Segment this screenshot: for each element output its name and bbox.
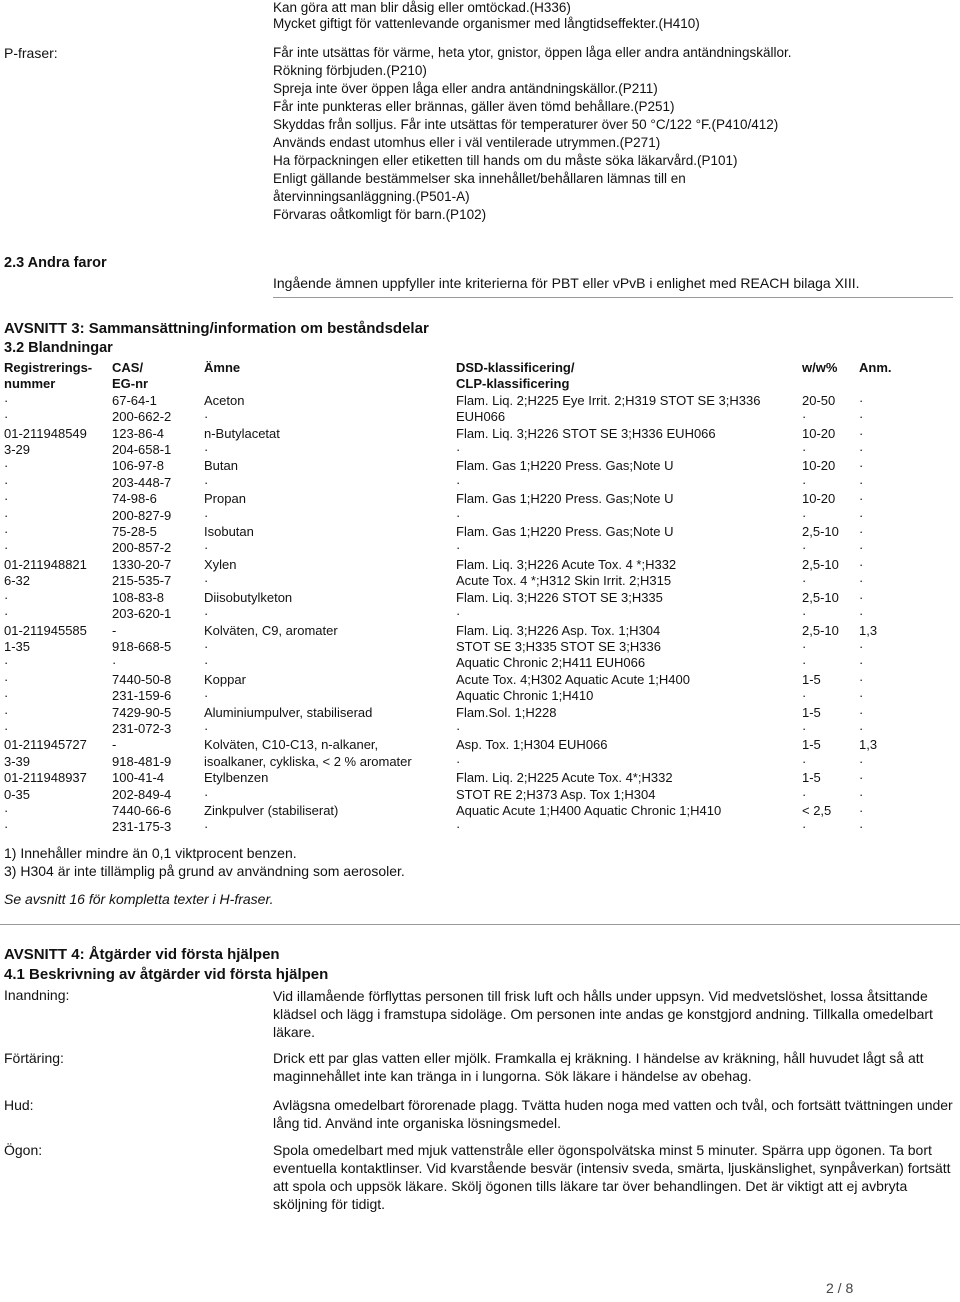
classification-cell: Aquatic Acute 1;H400 Aquatic Chronic 1;H410	[456, 802, 722, 818]
note-cell: 1,3	[859, 622, 878, 638]
cas-cell: ·	[112, 655, 117, 671]
note-cell: ·	[859, 655, 864, 671]
section-2-3-text: Ingående ämnen uppfyller inte kriterierna för PBT eller vPvB i enlighet med REACH bilaga XIII.	[273, 275, 860, 291]
ww-cell: ·	[802, 753, 807, 769]
cas-cell: 7440-50-8	[112, 671, 172, 687]
note-cell: ·	[859, 786, 864, 802]
cas-cell: -	[112, 737, 117, 753]
table-row	[4, 606, 899, 622]
note-cell: ·	[859, 491, 864, 507]
substance-cell: ·	[204, 638, 209, 654]
table-row	[4, 787, 899, 803]
note-cell: ·	[859, 524, 864, 540]
cas-cell: 7440-66-6	[112, 802, 172, 818]
registration-cell: 3-39	[4, 753, 31, 769]
classification-cell: Aquatic Chronic 2;H411 EUH066	[456, 655, 646, 671]
ww-cell: ·	[802, 507, 807, 523]
pfraser-line: Används endast utomhus eller i väl ventilerade utrymmen.(P271)	[273, 135, 661, 150]
cas-cell: 918-481-9	[112, 753, 172, 769]
ww-cell: 2,5-10	[802, 556, 839, 572]
ww-cell: ·	[802, 819, 807, 835]
table-row	[4, 672, 899, 688]
header-cas: CAS/ EG-nr	[112, 360, 149, 392]
registration-cell: 6-32	[4, 573, 31, 589]
substance-cell: Butan	[204, 458, 238, 474]
header-substance: Ämne	[204, 360, 241, 375]
table-row	[4, 393, 899, 409]
table-row	[4, 590, 899, 606]
table-row	[4, 721, 899, 737]
first-aid-text: Spola omedelbart med mjuk vattenstråle eller ögonspolvätska minst 5 minuter. Spärra upp ögonen. Ta bort eventuella kontaktlinser. Vid kvarstående besvär (intensiv sveda, smärta, ljuskänslighet, synpåverkan) fortsätt att spola och uppsök läkare. Skölj ögonen tills läkare tar över behandlingen. Det är viktigt att ej avbryta sköljning för tidigt.	[273, 1142, 951, 1212]
section-4-1-heading: 4.1 Beskrivning av åtgärder vid första hjälpen	[4, 966, 329, 983]
cas-cell: -	[112, 622, 117, 638]
cas-cell: 231-159-6	[112, 688, 172, 704]
header-registration: Registrerings- nummer	[4, 360, 93, 392]
section-4-heading: AVSNITT 4: Åtgärder vid första hjälpen	[4, 946, 280, 963]
classification-cell: ·	[456, 540, 461, 556]
header-ww: w/w%	[802, 360, 838, 375]
note-cell: ·	[859, 704, 864, 720]
first-aid-text: Drick ett par glas vatten eller mjölk. Framkalla ej kräkning. I händelse av kräkning, håll huvudet lågt så att maginnehållet inte kan tränga in i lungorna. Sök läkare i händelse av obehag.	[273, 1050, 924, 1084]
substance-cell: Etylbenzen	[204, 770, 269, 786]
classification-cell: Flam. Gas 1;H220 Press. Gas;Note U	[456, 458, 674, 474]
cas-cell: 231-175-3	[112, 819, 172, 835]
table-row	[4, 688, 899, 704]
ww-cell: ·	[802, 573, 807, 589]
substance-cell: Propan	[204, 491, 246, 507]
note-cell: ·	[859, 392, 864, 408]
classification-cell: Asp. Tox. 1;H304 EUH066	[456, 737, 608, 753]
classification-cell: ·	[456, 442, 461, 458]
substance-cell: Aceton	[204, 392, 245, 408]
note-cell: ·	[859, 819, 864, 835]
registration-cell: ·	[4, 688, 9, 704]
ww-cell: 2,5-10	[802, 589, 839, 605]
table-row	[4, 623, 899, 639]
table-header-row	[4, 360, 899, 393]
note-cell: ·	[859, 606, 864, 622]
first-aid-text: Avlägsna omedelbart förorenade plagg. Tvätta huden noga med vatten och tvål, och fortsätt tvättningen under lång tid. Använd inte organiska lösningsmedel.	[273, 1097, 953, 1131]
substance-cell: ·	[204, 507, 209, 523]
registration-cell: ·	[4, 392, 9, 408]
table-row	[4, 754, 899, 770]
registration-cell: ·	[4, 589, 9, 605]
table-row	[4, 737, 899, 753]
classification-cell: Aquatic Chronic 1;H410	[456, 688, 594, 704]
substance-cell: ·	[204, 786, 209, 802]
registration-cell: 01-211948549	[4, 425, 87, 441]
classification-cell: Flam. Liq. 3;H226 STOT SE 3;H336 EUH066	[456, 425, 716, 441]
substance-cell: ·	[204, 720, 209, 736]
substance-cell: ·	[204, 540, 209, 556]
note-cell: ·	[859, 442, 864, 458]
registration-cell: 01-211948937	[4, 770, 87, 786]
ww-cell: ·	[802, 786, 807, 802]
classification-cell: Flam. Liq. 2;H225 Acute Tox. 4*;H332	[456, 770, 673, 786]
substance-cell: ·	[204, 442, 209, 458]
first-aid-label: Hud:	[4, 1097, 34, 1113]
table-row	[4, 524, 899, 540]
ww-cell: 1-5	[802, 737, 821, 753]
table-row	[4, 540, 899, 556]
substance-cell: Koppar	[204, 671, 246, 687]
hazard-line-h410: Mycket giftigt för vattenlevande organismer med långtidseffekter.(H410)	[273, 16, 700, 31]
classification-cell: ·	[456, 507, 461, 523]
substance-cell: ·	[204, 606, 209, 622]
header-classification: DSD-klassificering/ CLP-klassificering	[456, 360, 575, 392]
registration-cell: ·	[4, 655, 9, 671]
cas-cell: 202-849-4	[112, 786, 172, 802]
cas-cell: 106-97-8	[112, 458, 165, 474]
cas-cell: 918-668-5	[112, 638, 172, 654]
cas-cell: 203-448-7	[112, 474, 172, 490]
pfraser-line: Spreja inte över öppen låga eller andra antändningskällor.(P211)	[273, 81, 658, 96]
ww-cell: ·	[802, 638, 807, 654]
registration-cell: ·	[4, 409, 9, 425]
ww-cell: 2,5-10	[802, 524, 839, 540]
table-row	[4, 508, 899, 524]
substance-cell: n-Butylacetat	[204, 425, 280, 441]
header-note: Anm.	[859, 360, 892, 375]
table-row	[4, 770, 899, 786]
classification-cell: STOT RE 2;H373 Asp. Tox 1;H304	[456, 786, 656, 802]
hazard-line-h336: Kan göra att man blir dåsig eller omtöckad.(H336)	[273, 0, 571, 15]
divider	[0, 924, 960, 925]
table-row	[4, 573, 899, 589]
ww-cell: ·	[802, 409, 807, 425]
classification-cell: ·	[456, 819, 461, 835]
registration-cell: ·	[4, 704, 9, 720]
classification-cell: Flam. Liq. 3;H226 Asp. Tox. 1;H304	[456, 622, 661, 638]
note-cell: ·	[859, 556, 864, 572]
note-cell: ·	[859, 720, 864, 736]
classification-cell: ·	[456, 720, 461, 736]
ww-cell: 1-5	[802, 671, 821, 687]
cas-cell: 231-072-3	[112, 720, 172, 736]
pfraser-line: Förvaras oåtkomligt för barn.(P102)	[273, 207, 487, 222]
registration-cell: ·	[4, 507, 9, 523]
first-aid-label: Förtäring:	[4, 1050, 64, 1066]
cas-cell: 215-535-7	[112, 573, 172, 589]
registration-cell: ·	[4, 540, 9, 556]
pfraser-line: Får inte punkteras eller brännas, gäller även tömd behållare.(P251)	[273, 99, 675, 114]
cas-cell: 200-827-9	[112, 507, 172, 523]
ww-cell: 20-50	[802, 392, 836, 408]
registration-cell: ·	[4, 671, 9, 687]
table-row	[4, 705, 899, 721]
ww-cell: ·	[802, 474, 807, 490]
note-cell: ·	[859, 425, 864, 441]
classification-cell: Flam. Liq. 3;H226 STOT SE 3;H335	[456, 589, 663, 605]
note-cell: ·	[859, 573, 864, 589]
table-row	[4, 426, 899, 442]
registration-cell: ·	[4, 606, 9, 622]
registration-cell: 3-29	[4, 442, 31, 458]
ww-cell: ·	[802, 720, 807, 736]
first-aid-label: Ögon:	[4, 1142, 43, 1158]
see-section-16: Se avsnitt 16 för kompletta texter i H-fraser.	[4, 891, 274, 907]
cas-cell: 7429-90-5	[112, 704, 172, 720]
divider	[273, 297, 953, 298]
table-row	[4, 409, 899, 425]
ww-cell: ·	[802, 655, 807, 671]
cas-cell: 203-620-1	[112, 606, 172, 622]
ww-cell: 1-5	[802, 704, 821, 720]
table-row	[4, 639, 899, 655]
registration-cell: 01-211945727	[4, 737, 87, 753]
section-3-2-heading: 3.2 Blandningar	[4, 340, 113, 356]
table-row	[4, 819, 899, 835]
note-cell: ·	[859, 507, 864, 523]
footnote-3: 3) H304 är inte tillämplig på grund av användning som aerosoler.	[4, 863, 405, 879]
table-row	[4, 491, 899, 507]
cas-cell: 200-662-2	[112, 409, 172, 425]
note-cell: ·	[859, 671, 864, 687]
note-cell: ·	[859, 474, 864, 490]
cas-cell: 100-41-4	[112, 770, 165, 786]
note-cell: ·	[859, 458, 864, 474]
ww-cell: ·	[802, 540, 807, 556]
ww-cell: ·	[802, 606, 807, 622]
classification-cell: Flam. Liq. 3;H226 Acute Tox. 4 *;H332	[456, 556, 677, 572]
ww-cell: 10-20	[802, 425, 836, 441]
registration-cell: 1-35	[4, 638, 31, 654]
substance-cell: Zinkpulver (stabiliserat)	[204, 802, 339, 818]
classification-cell: Flam.Sol. 1;H228	[456, 704, 557, 720]
registration-cell: ·	[4, 720, 9, 736]
note-cell: ·	[859, 688, 864, 704]
ww-cell: < 2,5	[802, 802, 832, 818]
cas-cell: 204-658-1	[112, 442, 172, 458]
substance-cell: ·	[204, 819, 209, 835]
substance-cell: Aluminiumpulver, stabiliserad	[204, 704, 373, 720]
substance-cell: Diisobutylketon	[204, 589, 293, 605]
note-cell: ·	[859, 638, 864, 654]
ww-cell: 10-20	[802, 491, 836, 507]
registration-cell: 0-35	[4, 786, 31, 802]
first-aid-text: Vid illamående förflyttas personen till frisk luft och hålls under uppsyn. Vid medvetslöshet, lossa åtsittande klädsel och lägg i framstupa sidoläge. Om personen inte andas ge konstgjord andning. Tillkalla omedelbart läkare.	[273, 988, 933, 1040]
table-row	[4, 803, 899, 819]
table-row	[4, 458, 899, 474]
classification-cell: Acute Tox. 4;H302 Aquatic Acute 1;H400	[456, 671, 690, 687]
registration-cell: ·	[4, 524, 9, 540]
substance-cell: Kolväten, C10-C13, n-alkaner,	[204, 737, 379, 753]
classification-cell: EUH066	[456, 409, 506, 425]
substance-cell: Kolväten, C9, aromater	[204, 622, 338, 638]
cas-cell: 123-86-4	[112, 425, 165, 441]
registration-cell: ·	[4, 802, 9, 818]
classification-cell: Flam. Gas 1;H220 Press. Gas;Note U	[456, 524, 674, 540]
ww-cell: 10-20	[802, 458, 836, 474]
pfraser-label: P-fraser:	[4, 45, 58, 61]
classification-cell: Acute Tox. 4 *;H312 Skin Irrit. 2;H315	[456, 573, 672, 589]
cas-cell: 75-28-5	[112, 524, 157, 540]
note-cell: 1,3	[859, 737, 878, 753]
cas-cell: 74-98-6	[112, 491, 157, 507]
cas-cell: 108-83-8	[112, 589, 165, 605]
table-row	[4, 475, 899, 491]
substance-cell: isoalkaner, cykliska, < 2 % aromater	[204, 753, 412, 769]
note-cell: ·	[859, 770, 864, 786]
classification-cell: STOT SE 3;H335 STOT SE 3;H336	[456, 638, 661, 654]
classification-cell: ·	[456, 606, 461, 622]
note-cell: ·	[859, 753, 864, 769]
classification-cell: Flam. Gas 1;H220 Press. Gas;Note U	[456, 491, 674, 507]
classification-cell: Flam. Liq. 2;H225 Eye Irrit. 2;H319 STOT SE 3;H336	[456, 392, 761, 408]
registration-cell: ·	[4, 458, 9, 474]
substance-cell: Xylen	[204, 556, 237, 572]
pfraser-line: Skyddas från solljus. Får inte utsättas för temperaturer över 50 °C/122 °F.(P410/412)	[273, 117, 779, 132]
ww-cell: ·	[802, 442, 807, 458]
substance-cell: ·	[204, 573, 209, 589]
cas-cell: 200-857-2	[112, 540, 172, 556]
cas-cell: 67-64-1	[112, 392, 157, 408]
registration-cell: ·	[4, 491, 9, 507]
pfraser-line: Får inte utsättas för värme, heta ytor, gnistor, öppen låga eller andra antändningskällor.	[273, 45, 792, 60]
registration-cell: ·	[4, 819, 9, 835]
pfraser-line: Enligt gällande bestämmelser ska innehållet/behållaren lämnas till en	[273, 171, 686, 186]
ww-cell: 2,5-10	[802, 622, 839, 638]
registration-cell: ·	[4, 474, 9, 490]
note-cell: ·	[859, 802, 864, 818]
substance-cell: ·	[204, 655, 209, 671]
registration-cell: 01-211945585	[4, 622, 87, 638]
pfraser-line: återvinningsanläggning.(P501-A)	[273, 189, 470, 204]
table-row	[4, 557, 899, 573]
note-cell: ·	[859, 409, 864, 425]
classification-cell: ·	[456, 474, 461, 490]
table-row	[4, 655, 899, 671]
note-cell: ·	[859, 540, 864, 556]
first-aid-label: Inandning:	[4, 987, 70, 1003]
page-number: 2 / 8	[826, 1280, 854, 1296]
note-cell: ·	[859, 589, 864, 605]
substance-cell: ·	[204, 409, 209, 425]
ww-cell: 1-5	[802, 770, 821, 786]
section-3-heading: AVSNITT 3: Sammansättning/information om beståndsdelar	[4, 320, 429, 337]
registration-cell: 01-211948821	[4, 556, 87, 572]
substance-cell: ·	[204, 474, 209, 490]
substance-cell: ·	[204, 688, 209, 704]
pfraser-line: Ha förpackningen eller etiketten till hands om du måste söka läkarvård.(P101)	[273, 153, 738, 168]
section-2-3-heading: 2.3 Andra faror	[4, 255, 107, 271]
substance-cell: Isobutan	[204, 524, 254, 540]
pfraser-line: Rökning förbjuden.(P210)	[273, 63, 427, 78]
classification-cell: ·	[456, 753, 461, 769]
table-row	[4, 442, 899, 458]
composition-table	[4, 360, 899, 836]
cas-cell: 1330-20-7	[112, 556, 172, 572]
ww-cell: ·	[802, 688, 807, 704]
footnote-1: 1) Innehåller mindre än 0,1 viktprocent benzen.	[4, 845, 297, 861]
